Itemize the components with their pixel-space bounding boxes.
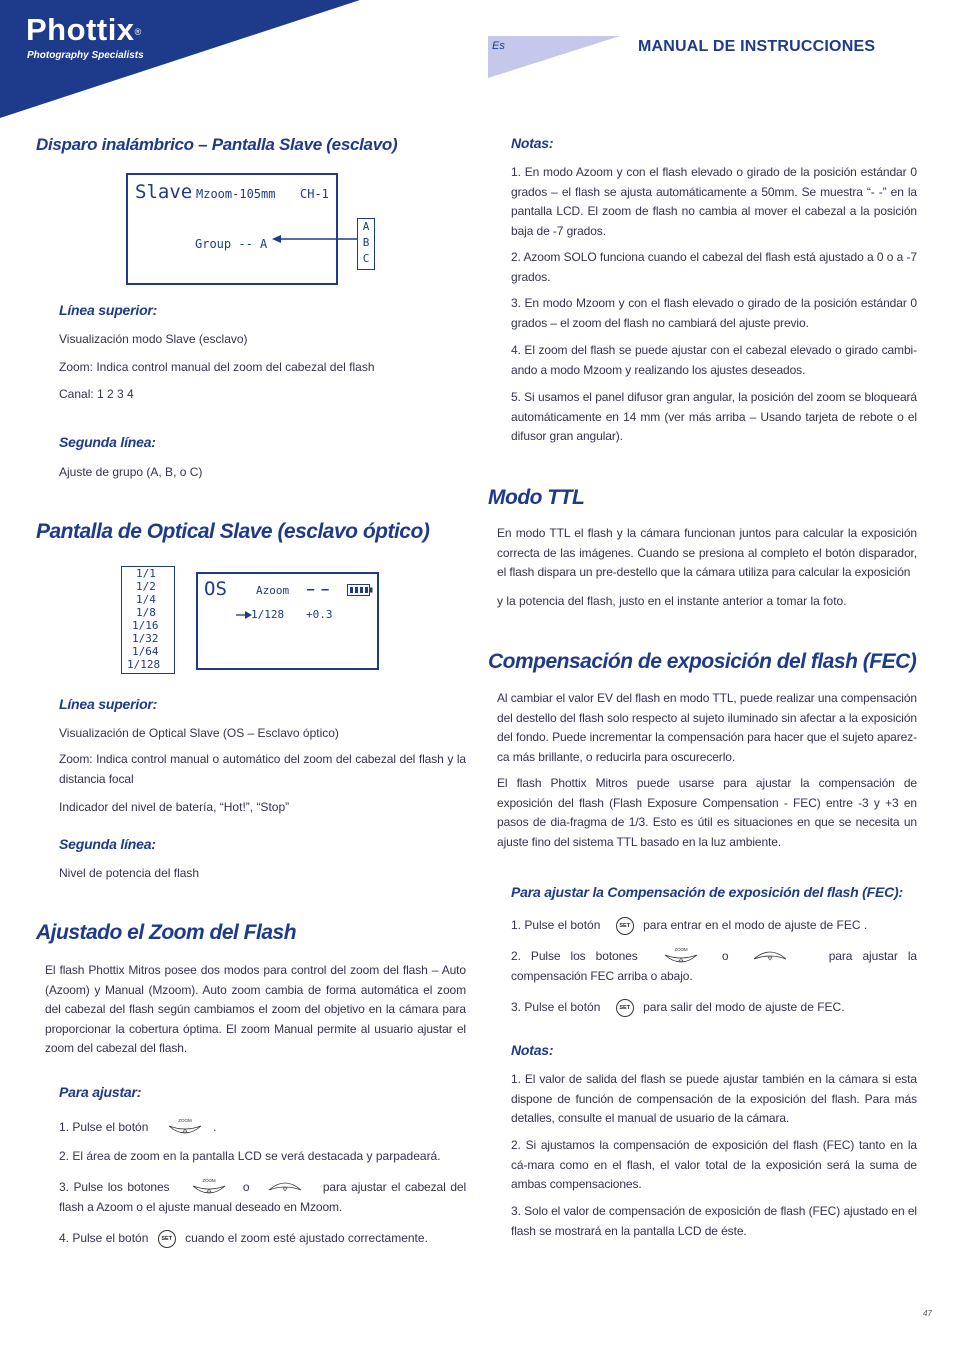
power-level-list [121, 566, 175, 674]
slave-lcd-mode: Slave [135, 181, 193, 203]
svg-text:ZOOM: ZOOM [674, 947, 688, 952]
power-level-item: 1/128 [127, 658, 161, 671]
svg-text:ZOOM: ZOOM [178, 1117, 192, 1123]
zoom-step-1 [59, 1116, 216, 1138]
note-item: 1. El valor de salida del flash se puede ajustar también en la cámara si esta dispone de función de compensación de la exposición del flash. Para más detalles, consulte el manual de usuario de la cámara. [511, 1072, 917, 1125]
language-band [488, 36, 620, 78]
zoom-down-button-icon [751, 947, 789, 967]
zoom-step-4-rest: cuando el zoom esté ajustado correctamente. [185, 1231, 428, 1245]
fec-section-title: Compensación de exposición del flash (FEC) [488, 650, 917, 673]
optical-lcd-fec: +0.3 [306, 608, 333, 621]
fec-step-2-or: o [721, 949, 729, 964]
zoom-step-2: 2. El área de zoom en la pantalla LCD se verá destacada y parpadeará. [59, 1149, 441, 1163]
fec-step-1-rest: para entrar en el modo de ajuste de FEC . [643, 918, 868, 932]
zoom-step-3-rest: para ajustar el cabezal del flash a Azoom o el ajuste manual deseado en Mzoom. [59, 1180, 467, 1214]
ttl-paragraph: En modo TTL el flash y la cámara funcionan juntos para calcular la exposición correcta de las imágenes. Cuando se presiona al completo el botón disparador, el flash dispara un pre-destello que la cámara utiliza para calcular la exposición [497, 526, 917, 579]
slave-second-item: Ajuste de grupo (A, B, o C) [59, 465, 203, 479]
note-item: 2. Azoom SOLO funciona cuando el cabezal del flash está ajustado a 0 o a -7 grados. [511, 250, 917, 284]
slave-lcd-zoom: Mzoom-105mm [196, 187, 276, 201]
power-level-item: 1/16 [132, 619, 159, 632]
slave-lcd-channel: CH-1 [300, 187, 329, 201]
page-number: 47 [923, 1309, 932, 1318]
zoom-up-button-icon [190, 1178, 228, 1198]
slave-top-item: Canal: 1 2 3 4 [59, 387, 134, 401]
zoom-up-button-icon [662, 947, 700, 967]
zoom-section-title: Ajustado el Zoom del Flash [36, 921, 297, 944]
zoom-down-button-icon [266, 1178, 304, 1198]
fec-step-3-text: 3. Pulse el botón [511, 1000, 601, 1014]
optical-top-item: Indicador del nivel de batería, “Hot!”, “Stop” [59, 800, 290, 814]
battery-icon [347, 584, 373, 596]
zoom-step-1-text: 1. Pulse el botón [59, 1120, 149, 1134]
fec-step-3 [511, 997, 845, 1017]
slave-top-item: Zoom: Indica control manual del zoom del cabezal del flash [59, 360, 375, 374]
group-item-a: A [362, 220, 370, 233]
power-level-item: 1/4 [136, 593, 156, 606]
brand-logo [26, 12, 142, 48]
slave-second-line-heading: Segunda línea: [59, 434, 156, 450]
notes-heading-2: Notas: [511, 1042, 554, 1058]
note-item: 5. Si usamos el panel difusor gran angular, la posición del zoom se bloqueará automáticamente en 14 mm (ver más arriba – Usando tarjeta de rebote o el difusor gran angular). [511, 390, 917, 443]
set-button-icon: SET [616, 917, 634, 935]
power-level-item: 1/1 [136, 567, 156, 580]
fec-step-1 [511, 915, 867, 935]
pointer-arrow-icon [236, 610, 252, 620]
fec-paragraph-2: El flash Phottix Mitros puede usarse para ajustar la compensación de exposición del flash (Flash Exposure Compensation - FEC) entre -3 y +3 en pasos de dia-fragma de 1/3. Esto es útil es situaciones en que se necesita un ajuste fino del sistema TTL basado en la luz ambiente. [497, 776, 917, 849]
brand-tagline: Photography Specialists [27, 50, 144, 61]
slave-top-item: Visualización modo Slave (esclavo) [59, 332, 248, 346]
power-level-item: 1/64 [132, 645, 159, 658]
optical-top-item: Visualización de Optical Slave (OS – Esclavo óptico) [59, 726, 339, 740]
note-item: 4. El zoom del flash se puede ajustar con el cabezal elevado o girado cambi-ando a modo Mzoom y realizando los ajustes deseados. [511, 343, 917, 377]
fec-step-2-text: 2. Pulse los botones [511, 949, 638, 964]
slave-section-title: Disparo inalámbrico – Pantalla Slave (esclavo) [36, 135, 398, 154]
optical-lcd-zoom: Azoom [256, 584, 290, 597]
fec-step-1-text: 1. Pulse el botón [511, 918, 601, 932]
note-item: 2. Si ajustamos la compensación de exposición del flash (FEC) tanto en la cá-mara como en el flash, el valor total de la exposición será la suma de ambas compensaciones. [511, 1138, 917, 1191]
set-button-icon: SET [158, 1230, 176, 1248]
fec-paragraph-1: Al cambiar el valor EV del flash en modo TTL, puede realizar una compensación del destello del flash solo respecto al sujeto iluminado sin afectar a la exposición del fondo. Puede incrementar la compensación para hacer que el sujeto aparez-ca más brillante, o reducirla para oscurecerlo. [497, 691, 917, 764]
manual-title: MANUAL DE INSTRUCCIONES [638, 38, 876, 55]
zoom-step-3 [59, 1178, 466, 1218]
zoom-step-3-or: o [242, 1180, 250, 1195]
group-pointer-arrow [272, 232, 358, 246]
slave-group-list [357, 218, 375, 270]
optical-lcd-mode: OS [204, 578, 227, 600]
note-item: 3. En modo Mzoom y con el flash elevado o girado de la posición estándar 0 grados – el zoom del flash no cambiará del ajuste previo. [511, 296, 917, 330]
note-item: 3. Solo el valor de compensación de exposición de flash (FEC) ajustado en el flash se mostrará en la pantalla LCD de éste. [511, 1204, 917, 1238]
slave-lcd-group: Group -- A [195, 237, 268, 251]
power-level-item: 1/2 [136, 580, 156, 593]
registered-mark: ® [134, 27, 142, 37]
set-button-icon: SET [616, 999, 634, 1017]
fec-step-3-rest: para salir del modo de ajuste de FEC. [643, 1000, 845, 1014]
ttl-paragraph-end: y la potencia del flash, justo en el instante anterior a tomar la foto. [497, 594, 847, 608]
optical-slave-section-title: Pantalla de Optical Slave (esclavo óptico) [36, 520, 430, 543]
svg-text:ZOOM: ZOOM [202, 1178, 216, 1183]
note-item: 1. En modo Azoom y con el flash elevado o girado de la posición estándar 0 grados – el flash se ajusta automáticamente a 50mm. Se muestra “- -” en la pantalla LCD. El zoom de flash no cambia al mover el cabezal a la posición baja de -7 grados. [511, 165, 917, 238]
zoom-step-1-end: . [213, 1120, 217, 1134]
zoom-button-icon [166, 1118, 204, 1138]
power-level-item: 1/8 [136, 606, 156, 619]
group-item-b: B [362, 236, 370, 249]
fec-step-2 [511, 947, 917, 987]
optical-top-item: Zoom: Indica control manual o automático del zoom del cabezal del flash y la distancia focal [59, 752, 466, 786]
zoom-step-4-text: 4. Pulse el botón [59, 1231, 149, 1245]
optical-lcd-power: 1/128 [251, 608, 285, 621]
optical-second-line-heading: Segunda línea: [59, 836, 156, 852]
brand-name: Phottix [26, 12, 135, 47]
zoom-adjust-heading: Para ajustar: [59, 1084, 142, 1100]
ttl-section-title: Modo TTL [488, 486, 585, 509]
group-item-c: C [362, 252, 370, 265]
notes-heading-1: Notas: [511, 135, 554, 151]
fec-step-2-rest: para ajustar la compensación FEC arriba o abajo. [511, 949, 918, 983]
power-level-item: 1/32 [132, 632, 159, 645]
optical-lcd-zoom-value: – – [307, 582, 329, 596]
slave-lcd-screen [126, 173, 338, 285]
optical-slave-lcd-screen [196, 572, 379, 670]
optical-top-line-heading: Línea superior: [59, 696, 158, 712]
slave-top-line-heading: Línea superior: [59, 302, 158, 318]
fec-adjust-heading: Para ajustar la Compensación de exposición del flash (FEC): [511, 884, 903, 900]
zoom-step-3-text: 3. Pulse los botones [59, 1180, 170, 1195]
language-code: Es [492, 40, 505, 52]
zoom-step-4 [59, 1228, 428, 1248]
zoom-paragraph: El flash Phottix Mitros posee dos modos para control del zoom del flash – Auto (Azoom) y Manual (Mzoom). Auto zoom cambia de forma automática el zoom del cabezal del flash según cambiamos el zoom del objetivo en la cámara para proporcionar la cobertura óptima. El zoom Manual permite al usuario ajustar el zoom del cabezal del flash. [45, 963, 466, 1055]
optical-second-item: Nivel de potencia del flash [59, 866, 200, 880]
